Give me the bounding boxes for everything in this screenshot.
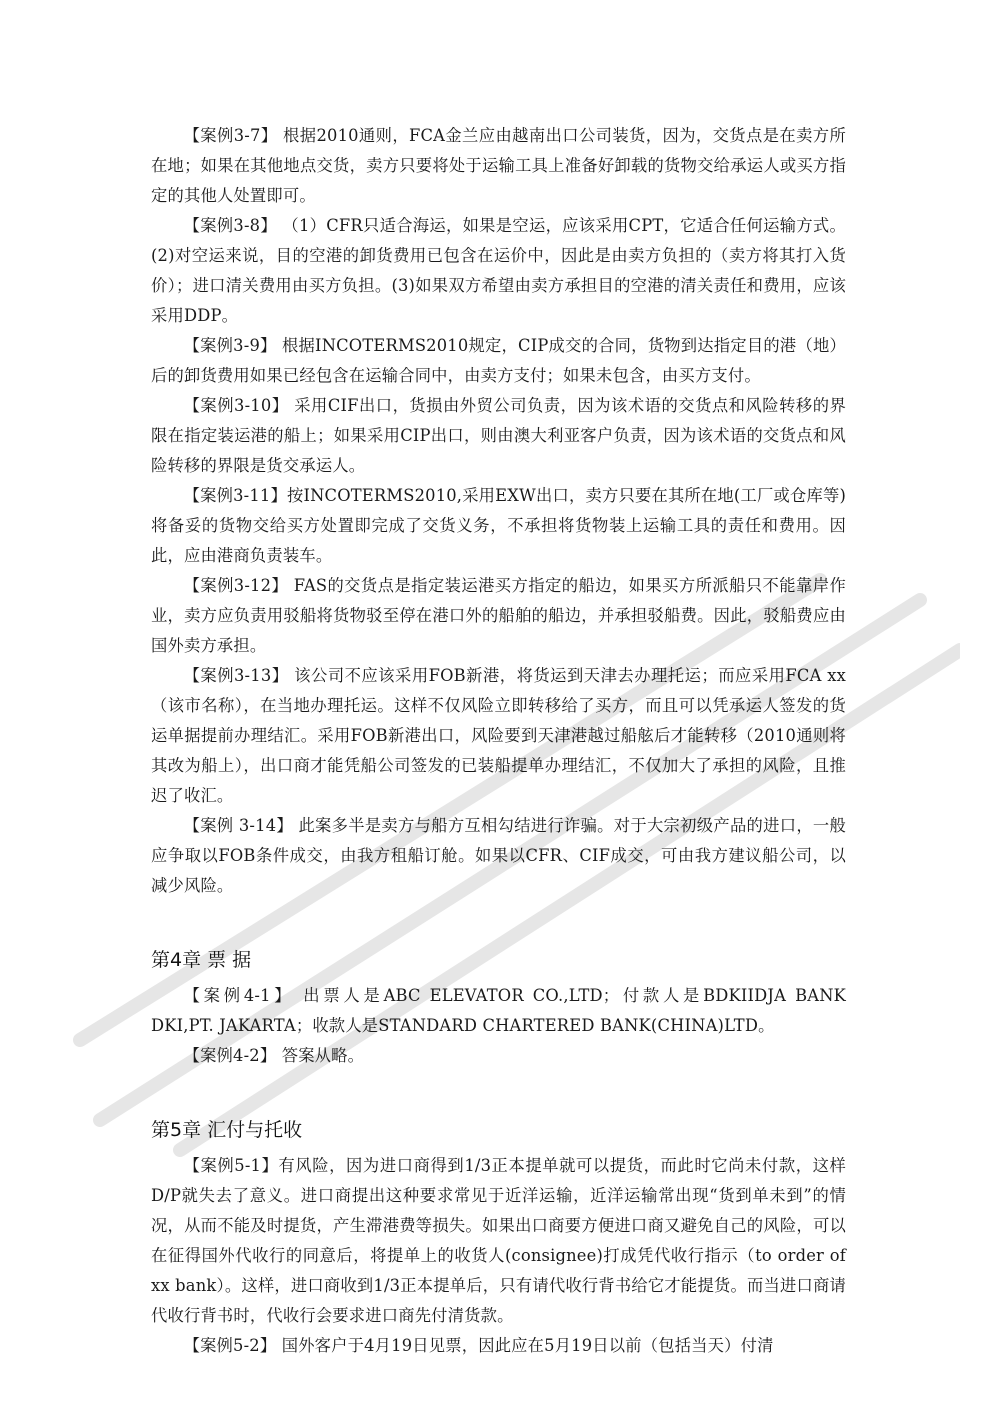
case-paragraph	[151, 481, 846, 571]
case-label: 【案例3-13】	[183, 666, 289, 685]
case-label: 【案例5-2】	[183, 1336, 277, 1355]
case-paragraph	[151, 981, 846, 1041]
case-paragraph	[151, 661, 846, 811]
case-label: 【案例3-9】	[183, 336, 277, 355]
case-label: 【案例4-2】	[183, 1046, 277, 1065]
case-text: 采用CIF出口，货损由外贸公司负责，因为该术语的交货点和风险转移的界限在指定装运港的船上；如果采用CIP出口，则由澳大利亚客户负责，因为该术语的交货点和风险转移的界限是货交承运人。	[151, 396, 846, 475]
case-paragraph	[151, 811, 846, 901]
section-chapter3-cases	[151, 121, 846, 901]
case-label: 【案例3-12】	[183, 576, 289, 595]
case-text: 根据2010通则，FCA金兰应由越南出口公司装货，因为，交货点是在卖方所在地；如果在其他地点交货，卖方只要将处于运输工具上准备好卸载的货物交给承运人或买方指定的其他人处置即可。	[151, 126, 846, 205]
case-paragraph	[151, 391, 846, 481]
case-label: 【案例3-10】	[183, 396, 289, 415]
case-text: FAS的交货点是指定装运港买方指定的船边，如果买方所派船只不能靠岸作业，卖方应负责用驳船将货物驳至停在港口外的船舶的船边，并承担驳船费。因此，驳船费应由国外卖方承担。	[151, 576, 846, 655]
case-text: 根据INCOTERMS2010规定，CIP成交的合同，货物到达指定目的港（地）后的卸货费用如果已经包含在运输合同中，由卖方支付；如果未包含，由买方支付。	[151, 336, 846, 385]
case-text: 按INCOTERMS2010,采用EXW出口，卖方只要在其所在地(工厂或仓库等)将备妥的货物交给买方处置即完成了交货义务，不承担将货物装上运输工具的责任和费用。因此，应由港商负责装车。	[151, 486, 846, 565]
case-text: 此案多半是卖方与船方互相勾结进行诈骗。对于大宗初级产品的进口，一般应争取以FOB条件成交，由我方租船订舱。如果以CFR、CIF成交，可由我方建议船公司，以减少风险。	[151, 816, 846, 895]
chapter-heading: 第4章 票 据	[151, 949, 252, 971]
case-paragraph	[151, 1331, 846, 1361]
case-label: 【案例3-8】	[183, 216, 277, 235]
case-label: 【案例4-1】	[183, 986, 295, 1005]
case-label: 【案例3-7】	[183, 126, 278, 145]
case-text: （1）CFR只适合海运，如果是空运，应该采用CPT，它适合任何运输方式。(2)对空运来说，目的空港的卸货费用已包含在运价中，因此是由卖方负担的（卖方将其打入货价）；进口清关费用由买方负担。(3)如果双方希望由卖方承担目的空港的清关责任和费用，应该采用DDP。	[151, 216, 846, 325]
chapter-heading: 第5章 汇付与托收	[151, 1119, 303, 1141]
case-label: 【案例3-11】	[183, 486, 287, 505]
case-paragraph	[151, 121, 846, 211]
case-text: 答案从略。	[276, 1046, 365, 1065]
section-chapter4	[151, 945, 846, 1071]
case-label: 【案例5-1】	[183, 1156, 279, 1175]
case-paragraph	[151, 331, 846, 391]
case-text: 国外客户于4月19日见票，因此应在5月19日以前（包括当天）付清	[276, 1336, 774, 1355]
case-paragraph	[151, 1041, 846, 1071]
case-paragraph	[151, 211, 846, 331]
case-paragraph	[151, 1151, 846, 1331]
document-body	[151, 121, 846, 1361]
case-label: 【案例 3-14】	[183, 816, 293, 835]
case-paragraph	[151, 571, 846, 661]
case-text: 有风险，因为进口商得到1/3正本提单就可以提货，而此时它尚未付款，这样D/P就失去了意义。进口商提出这种要求常见于近洋运输，近洋运输常出现“货到单未到”的情况，从而不能及时提货，产生滞港费等损失。如果出口商要方便进口商又避免自己的风险，可以在征得国外代收行的同意后，将提单上的收货人(consignee)打成凭代收行指示（to order of xx bank）。这样，进口商收到1/3正本提单后，只有请代收行背书给它才能提货。而当进口商请代收行背书时，代收行会要求进口商先付清货款。	[151, 1156, 846, 1325]
section-chapter5	[151, 1115, 846, 1361]
case-text: 出票人是ABC ELEVATOR CO.,LTD；付款人是BDKIIDJA BANK DKI,PT. JAKARTA；收款人是STANDARD CHARTERED BANK(CHINA)LTD。	[151, 986, 847, 1035]
case-text: 该公司不应该采用FOB新港，将货运到天津去办理托运；而应采用FCA xx（该市名称），在当地办理托运。这样不仅风险立即转移给了买方，而且可以凭承运人签发的货运单据提前办理结汇。采用FOB新港出口，风险要到天津港越过船舷后才能转移（2010通则将其改为船上），出口商才能凭船公司签发的已装船提单办理结汇，不仅加大了承担的风险，且推迟了收汇。	[151, 666, 846, 805]
